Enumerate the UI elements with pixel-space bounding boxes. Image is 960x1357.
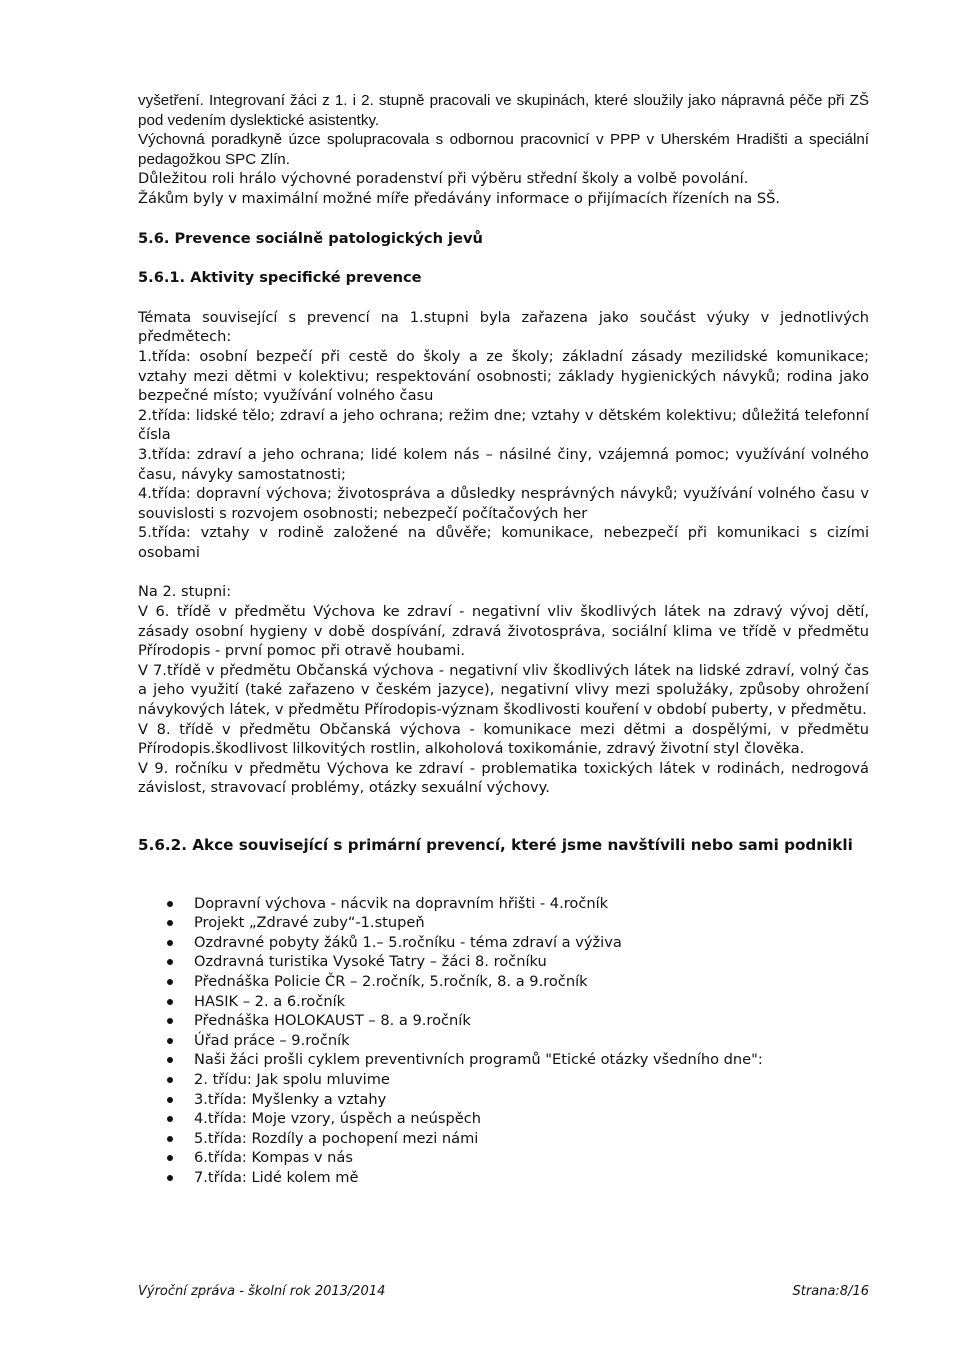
intro-paragraph-3: Důležitou roli hrálo výchovné poradenství při výběru střední školy a volbě povolání. [138, 170, 749, 188]
stage1-intro: Témata související s prevencí na 1.stupni byla zařazena jako součást výuky v jednotlivých předmětech: [138, 308, 869, 346]
stage1-item: 5.třída: vztahy v rodině založené na důvěře; komunikace, nebezpečí při komunikaci s cizími osobami [138, 524, 869, 561]
list-item: Projekt „Zdravé zuby“-1.stupeň [138, 913, 869, 933]
footer-title: Výroční zpráva - školní rok 2013/2014 [138, 1284, 386, 1299]
subsection-heading: 5.6.1. Aktivity specifické prevence [138, 269, 422, 287]
stage2-item: V 9. ročníku v předmětu Výchova ke zdraví - problematika toxických látek v rodinách, nedrogová závislost, stravovací problémy, otázky sexuální výchovy. [138, 759, 869, 797]
document-page [138, 91, 869, 1188]
page-number: Strana:8/16 [792, 1284, 869, 1299]
stage2-label: Na 2. stupni: [138, 583, 232, 601]
list-item: Přednáška HOLOKAUST – 8. a 9.ročník [138, 1011, 869, 1031]
intro-paragraph-4: Žákům byly v maximální možné míře předávány informace o přijímacích řízeních na SŠ. [138, 189, 780, 207]
intro-paragraph-1: vyšetření. Integrovaní žáci z 1. i 2. stupně pracovali ve skupinách, které sloužily jako nápravná péče při ZŠ pod vedením dyslektické asistentky. [138, 92, 869, 129]
intro-paragraph-2: Výchovná poradkyně úzce spolupracovala s odbornou pracovnicí v PPP v Uherském Hradišti a speciální pedagožkou SPC Zlín. [138, 131, 869, 168]
stage1-item: 2.třída: lidské tělo; zdraví a jeho ochrana; režim dne; vztahy v dětském kolektivu; důležitá telefonní čísla [138, 406, 869, 444]
stage2-item: V 6. třídě v předmětu Výchova ke zdraví - negativní vliv škodlivých látek na zdravý vývoj dětí, zásady osobní hygieny v době dospívání, zdravá životospráva, sociální klima ve třídě v předmětu Přírodopis - první pomoc při otravě houbami. [138, 603, 869, 660]
list-item: Ozdravná turistika Vysoké Tatry – žáci 8. ročníku [138, 952, 869, 972]
list-item: 6.třída: Kompas v nás [138, 1148, 869, 1168]
list-item: 4.třída: Moje vzory, úspěch a neúspěch [138, 1109, 869, 1129]
list-item: Naši žáci prošli cyklem preventivních programů "Etické otázky všedního dne": [138, 1050, 869, 1070]
actions-heading: 5.6.2. Akce související s primární prevencí, které jsme navštívili nebo sami podnikli [138, 836, 853, 854]
list-item: Ozdravné pobyty žáků 1.– 5.ročníku - téma zdraví a výživa [138, 933, 869, 953]
list-item: HASIK – 2. a 6.ročník [138, 992, 869, 1012]
list-item: Úřad práce – 9.ročník [138, 1031, 869, 1051]
stage1-item: 3.třída: zdraví a jeho ochrana; lidé kolem nás – násilné činy, vzájemná pomoc; využívání volného času, návyky samostatnosti; [138, 445, 869, 483]
list-item: 2. třídu: Jak spolu mluvime [138, 1070, 869, 1090]
stage1-item: 1.třída: osobní bezpečí při cestě do školy a ze školy; základní zásady mezilidské komunikace; vztahy mezi dětmi v kolektivu; respektování osobnosti; základy hygienických návyků; rodina jako bezpečné místo; využívání volného času [138, 347, 869, 405]
section-heading: 5.6. Prevence sociálně patologických jevů [138, 229, 483, 247]
list-item: Přednáška Policie ČR – 2.ročník, 5.ročník, 8. a 9.ročník [138, 972, 869, 992]
list-item: 5.třída: Rozdíly a pochopení mezi námi [138, 1129, 869, 1149]
list-item: 3.třída: Myšlenky a vztahy [138, 1090, 869, 1110]
page-footer [138, 1282, 869, 1302]
list-item: Dopravní výchova - nácvik na dopravním hřišti - 4.ročník [138, 894, 869, 914]
list-item: 7.třída: Lidé kolem mě [138, 1168, 869, 1188]
stage2-item: V 8. třídě v předmětu Občanská výchova - komunikace mezi dětmi a dospělými, v předmětu Přírodopis.škodlivost lilkovitých rostlin, alkoholová toxikománie, zdravý životní styl člověka. [138, 720, 869, 758]
stage2-item: V 7.třídě v předmětu Občanská výchova - negativní vliv škodlivých látek na lidské zdraví, volný čas a jeho využití (také zařazeno v českém jazyce), negativní vlivy mezi spolužáky, způsoby ohrožení návykových látek, v předmětu Přírodopis-význam škodlivosti kouření v období puberty, v předmětu. [138, 661, 869, 719]
actions-list [138, 894, 869, 1188]
stage1-item: 4.třída: dopravní výchova; životospráva a důsledky nesprávných návyků; využívání volného času v souvislosti s rozvojem osobnosti; nebezpečí počítačových her [138, 485, 869, 522]
